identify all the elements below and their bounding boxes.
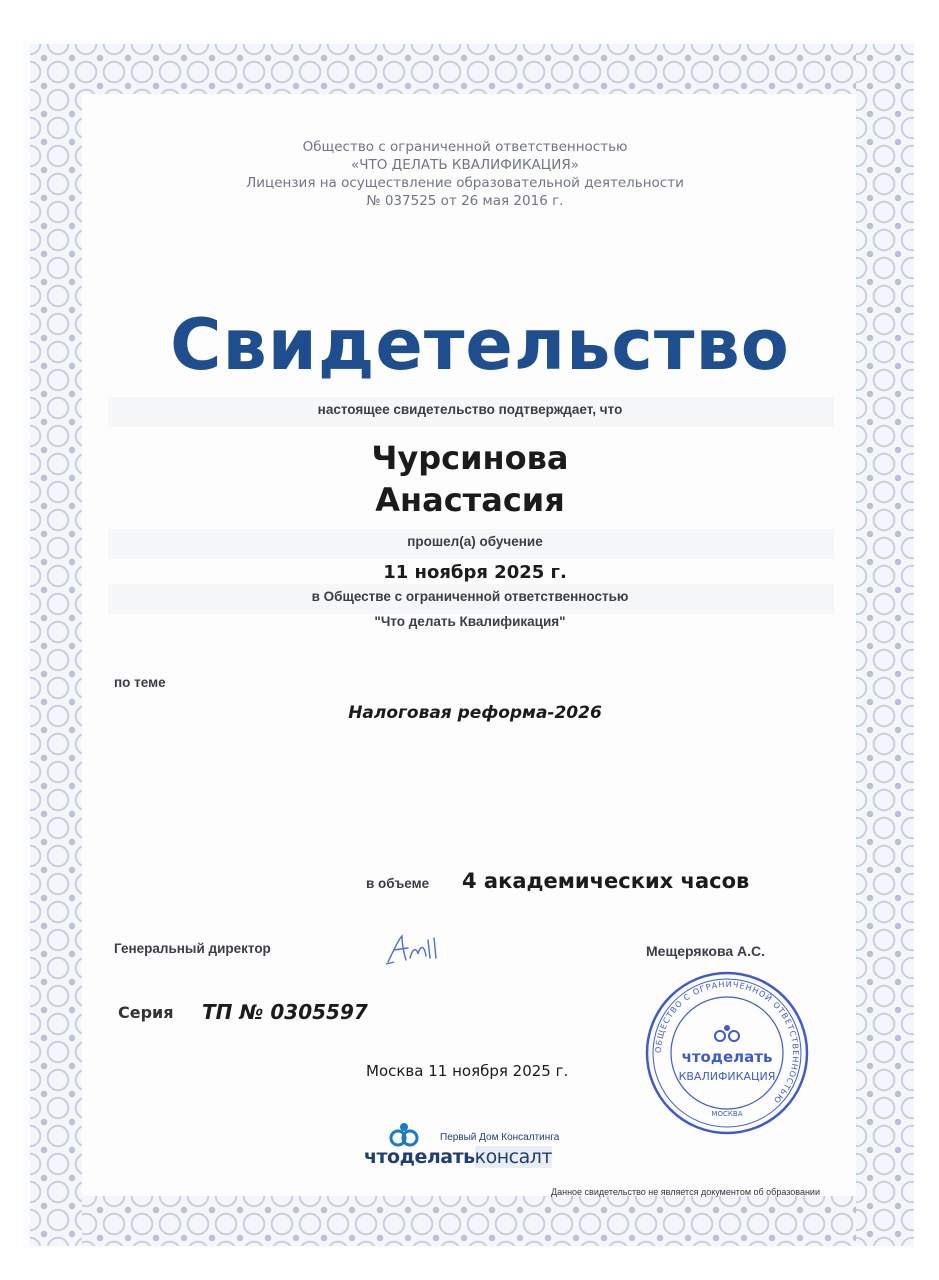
- volume-hours: 4 академических часов: [462, 869, 750, 893]
- topic-label: по теме: [114, 675, 166, 690]
- confirms-text: настоящее свидетельство подтверждает, что: [317, 402, 623, 417]
- stamp-logo-icon: [715, 1025, 739, 1041]
- logo-brand-suffix: консалт: [474, 1146, 552, 1168]
- ornamental-border-left: [30, 44, 82, 1246]
- issuer-line-4: № 037525 от 26 мая 2016 г.: [366, 193, 564, 209]
- ornamental-border-bottom: [30, 1196, 914, 1246]
- logo-brand-main: чтоделать: [364, 1146, 475, 1168]
- official-stamp: [644, 970, 810, 1136]
- stamp-ring-text: ОБЩЕСТВО С ОГРАНИЧЕННОЙ ОТВЕТСТВЕННОСТЬЮ: [653, 979, 801, 1106]
- logo-tagline: Первый Дом Консалтинга: [440, 1132, 560, 1143]
- signatory-role: Генеральный директор: [114, 941, 271, 956]
- place-and-date: Москва 11 ноября 2025 г.: [366, 1062, 569, 1080]
- stamp-city: МОСКВА: [711, 1110, 743, 1118]
- organization-line-2: "Что делать Квалификация": [374, 614, 566, 629]
- recipient-surname: Чурсинова: [371, 439, 569, 477]
- stamp-brand-top: чтоделать: [681, 1048, 773, 1066]
- disclaimer-text: Данное свидетельство не является документом об образовании: [551, 1187, 820, 1197]
- volume-label: в объеме: [366, 876, 430, 891]
- certificate-title: Свидетельство: [170, 304, 790, 386]
- issuer-line-1: Общество с ограниченной ответственностью: [302, 139, 628, 155]
- company-logo: [364, 1118, 574, 1174]
- ornamental-border-right: [856, 44, 914, 1246]
- organization-line-1: в Обществе с ограниченной ответственностью: [311, 589, 629, 604]
- signatory-name: Мещерякова А.С.: [646, 943, 766, 959]
- series-number: ТП № 0305597: [202, 1000, 368, 1024]
- director-signature: [380, 928, 450, 968]
- series-label: Серия: [118, 1003, 174, 1022]
- issuer-line-2: «ЧТО ДЕЛАТЬ КВАЛИФИКАЦИЯ»: [350, 157, 580, 173]
- course-topic: Налоговая реформа-2026: [348, 703, 602, 723]
- issuer-line-3: Лицензия на осуществление образовательной деятельности: [246, 175, 684, 191]
- recipient-given-name: Анастасия: [375, 481, 565, 519]
- stamp-brand-bottom: КВАЛИФИКАЦИЯ: [678, 1070, 776, 1083]
- completed-text: прошел(а) обучение: [407, 534, 543, 549]
- training-date: 11 ноября 2025 г.: [383, 562, 567, 583]
- ornamental-border-top: [30, 44, 914, 94]
- svg-text:ОБЩЕСТВО С ОГРАНИЧЕННОЙ ОТВЕТС: [654, 980, 800, 1105]
